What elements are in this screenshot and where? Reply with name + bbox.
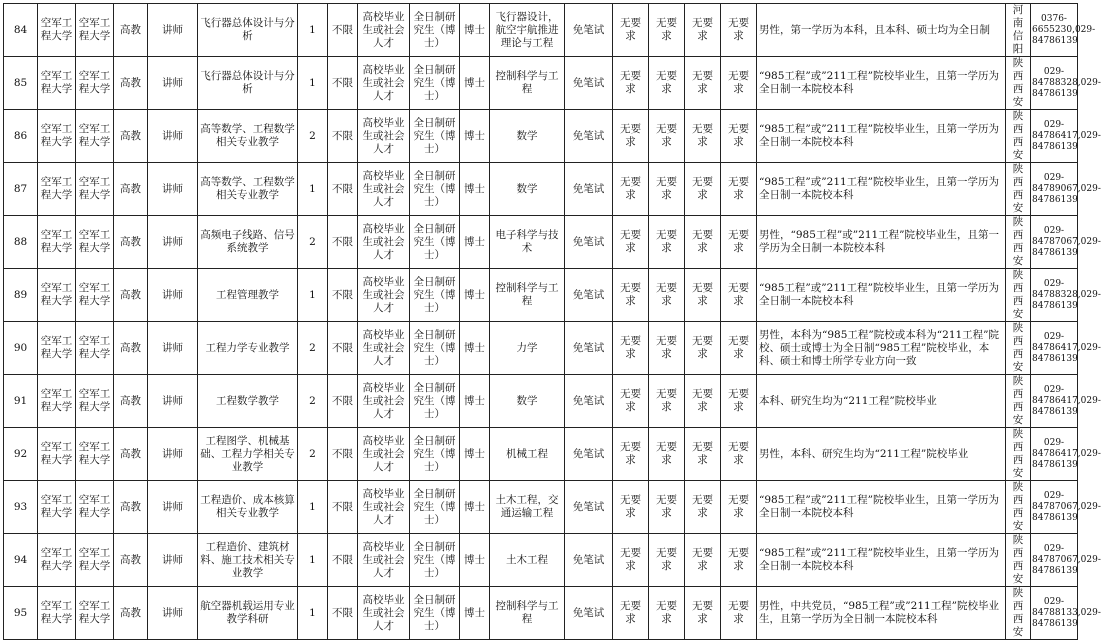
table-row [4,4,1078,57]
location-cell: 陕西西安 [1006,481,1031,534]
gender-limit-cell: 不限 [328,216,358,269]
hire-count-cell: 2 [298,375,328,428]
department-name-cell: 空军工程大学 [76,110,114,163]
location-cell: 河南信阳 [1006,4,1031,57]
post-title-cell: 讲师 [148,534,198,587]
location-cell: 陕西西安 [1006,322,1031,375]
exam-mode-cell: 免笔试 [565,216,613,269]
table-row [4,428,1078,481]
requirement-4-cell: 无要求 [721,163,757,216]
discipline-cell: 电子科学与技术 [490,216,565,269]
employer-name-cell: 空军工程大学 [38,4,76,57]
post-title-cell: 讲师 [148,428,198,481]
requirement-4-cell: 无要求 [721,587,757,640]
contact-phone-cell: 029-84788328,029-84786139 [1031,57,1078,110]
degree-req-cell: 博士 [460,587,490,640]
candidate-source-cell: 高校毕业生或社会人才 [358,57,410,110]
department-name-cell: 空军工程大学 [76,534,114,587]
department-name-cell: 空军工程大学 [76,4,114,57]
location-cell: 陕西西安 [1006,428,1031,481]
contact-phone-cell: 029-84789067,029-84786139 [1031,163,1078,216]
table-row [4,322,1078,375]
department-name-cell: 空军工程大学 [76,428,114,481]
requirement-3-cell: 无要求 [685,481,721,534]
study-mode-cell: 全日制研究生（博士） [410,428,460,481]
contact-phone-cell: 029-84786417,029-84786139 [1031,322,1078,375]
teaching-area-cell: 工程管理教学 [198,269,298,322]
employer-name-cell: 空军工程大学 [38,216,76,269]
post-category-cell: 高教 [114,428,148,481]
row-number-cell: 90 [4,322,38,375]
post-title-cell: 讲师 [148,163,198,216]
degree-req-cell: 博士 [460,110,490,163]
teaching-area-cell: 航空器机载运用专业教学科研 [198,587,298,640]
gender-limit-cell: 不限 [328,57,358,110]
requirement-3-cell: 无要求 [685,4,721,57]
gender-limit-cell: 不限 [328,269,358,322]
post-category-cell: 高教 [114,269,148,322]
hire-count-cell: 2 [298,428,328,481]
exam-mode-cell: 免笔试 [565,322,613,375]
exam-mode-cell: 免笔试 [565,587,613,640]
contact-phone-cell: 029-84788133,029-84786139 [1031,587,1078,640]
teaching-area-cell: 高等数学、工程数学相关专业教学 [198,163,298,216]
department-name-cell: 空军工程大学 [76,269,114,322]
employer-name-cell: 空军工程大学 [38,269,76,322]
hire-count-cell: 1 [298,163,328,216]
requirement-4-cell: 无要求 [721,269,757,322]
row-number-cell: 88 [4,216,38,269]
study-mode-cell: 全日制研究生（博士） [410,216,460,269]
location-cell: 陕西西安 [1006,216,1031,269]
discipline-cell: 飞行器设计，航空宇航推进理论与工程 [490,4,565,57]
hire-count-cell: 1 [298,534,328,587]
discipline-cell: 土木工程，交通运输工程 [490,481,565,534]
hire-count-cell: 1 [298,4,328,57]
exam-mode-cell: 免笔试 [565,375,613,428]
table-row [4,587,1078,640]
other-conditions-cell: 男性，第一学历为本科，且本科、硕士均为全日制 [757,4,1006,57]
post-title-cell: 讲师 [148,481,198,534]
requirement-3-cell: 无要求 [685,428,721,481]
requirement-2-cell: 无要求 [649,163,685,216]
discipline-cell: 数学 [490,163,565,216]
exam-mode-cell: 免笔试 [565,481,613,534]
study-mode-cell: 全日制研究生（博士） [410,163,460,216]
requirement-1-cell: 无要求 [613,269,649,322]
table-row [4,534,1078,587]
requirement-2-cell: 无要求 [649,534,685,587]
post-category-cell: 高教 [114,216,148,269]
study-mode-cell: 全日制研究生（博士） [410,481,460,534]
other-conditions-cell: “985工程”或”211工程”院校毕业生，且第一学历为全日制一本院校本科 [757,57,1006,110]
study-mode-cell: 全日制研究生（博士） [410,269,460,322]
requirement-4-cell: 无要求 [721,4,757,57]
post-category-cell: 高教 [114,534,148,587]
recruitment-table [3,3,1101,640]
teaching-area-cell: 高频电子线路、信号系统教学 [198,216,298,269]
degree-req-cell: 博士 [460,163,490,216]
row-number-cell: 92 [4,428,38,481]
study-mode-cell: 全日制研究生（博士） [410,375,460,428]
employer-name-cell: 空军工程大学 [38,57,76,110]
row-number-cell: 89 [4,269,38,322]
study-mode-cell: 全日制研究生（博士） [410,587,460,640]
post-title-cell: 讲师 [148,4,198,57]
contact-phone-cell: 029-84787067,029-84786139 [1031,216,1078,269]
table-row [4,375,1078,428]
requirement-3-cell: 无要求 [685,110,721,163]
requirement-1-cell: 无要求 [613,534,649,587]
gender-limit-cell: 不限 [328,587,358,640]
candidate-source-cell: 高校毕业生或社会人才 [358,534,410,587]
discipline-cell: 控制科学与工程 [490,57,565,110]
requirement-4-cell: 无要求 [721,375,757,428]
post-title-cell: 讲师 [148,57,198,110]
other-conditions-cell: “985工程”或”211工程”院校毕业生，且第一学历为全日制一本院校本科 [757,269,1006,322]
post-category-cell: 高教 [114,57,148,110]
other-conditions-cell: “985工程”或”211工程”院校毕业生，且第一学历为全日制一本院校本科 [757,534,1006,587]
requirement-2-cell: 无要求 [649,375,685,428]
department-name-cell: 空军工程大学 [76,57,114,110]
department-name-cell: 空军工程大学 [76,163,114,216]
row-number-cell: 91 [4,375,38,428]
discipline-cell: 土木工程 [490,534,565,587]
other-conditions-cell: 男性，本科、研究生均为“211工程”院校毕业 [757,428,1006,481]
employer-name-cell: 空军工程大学 [38,534,76,587]
row-number-cell: 87 [4,163,38,216]
location-cell: 陕西西安 [1006,57,1031,110]
hire-count-cell: 1 [298,269,328,322]
requirement-3-cell: 无要求 [685,163,721,216]
degree-req-cell: 博士 [460,4,490,57]
candidate-source-cell: 高校毕业生或社会人才 [358,4,410,57]
other-conditions-cell: “985工程”或”211工程”院校毕业生，且第一学历为全日制一本院校本科 [757,481,1006,534]
post-title-cell: 讲师 [148,375,198,428]
location-cell: 陕西西安 [1006,534,1031,587]
location-cell: 陕西西安 [1006,163,1031,216]
exam-mode-cell: 免笔试 [565,57,613,110]
requirement-3-cell: 无要求 [685,375,721,428]
study-mode-cell: 全日制研究生（博士） [410,322,460,375]
hire-count-cell: 1 [298,481,328,534]
requirement-1-cell: 无要求 [613,110,649,163]
requirement-2-cell: 无要求 [649,481,685,534]
requirement-4-cell: 无要求 [721,534,757,587]
hire-count-cell: 2 [298,322,328,375]
requirement-1-cell: 无要求 [613,57,649,110]
exam-mode-cell: 免笔试 [565,534,613,587]
hire-count-cell: 1 [298,587,328,640]
discipline-cell: 数学 [490,110,565,163]
teaching-area-cell: 飞行器总体设计与分析 [198,57,298,110]
gender-limit-cell: 不限 [328,163,358,216]
teaching-area-cell: 工程力学专业教学 [198,322,298,375]
gender-limit-cell: 不限 [328,4,358,57]
degree-req-cell: 博士 [460,216,490,269]
study-mode-cell: 全日制研究生（博士） [410,57,460,110]
teaching-area-cell: 飞行器总体设计与分析 [198,4,298,57]
discipline-cell: 控制科学与工程 [490,269,565,322]
table-row [4,216,1078,269]
post-title-cell: 讲师 [148,322,198,375]
table-row [4,269,1078,322]
candidate-source-cell: 高校毕业生或社会人才 [358,163,410,216]
other-conditions-cell: 本科、研究生均为“211工程”院校毕业 [757,375,1006,428]
department-name-cell: 空军工程大学 [76,587,114,640]
exam-mode-cell: 免笔试 [565,269,613,322]
post-category-cell: 高教 [114,375,148,428]
exam-mode-cell: 免笔试 [565,4,613,57]
candidate-source-cell: 高校毕业生或社会人才 [358,481,410,534]
candidate-source-cell: 高校毕业生或社会人才 [358,375,410,428]
requirement-1-cell: 无要求 [613,322,649,375]
post-category-cell: 高教 [114,110,148,163]
degree-req-cell: 博士 [460,428,490,481]
requirement-3-cell: 无要求 [685,269,721,322]
candidate-source-cell: 高校毕业生或社会人才 [358,322,410,375]
post-title-cell: 讲师 [148,269,198,322]
degree-req-cell: 博士 [460,481,490,534]
row-number-cell: 94 [4,534,38,587]
discipline-cell: 控制科学与工程 [490,587,565,640]
teaching-area-cell: 工程数学教学 [198,375,298,428]
post-title-cell: 讲师 [148,110,198,163]
study-mode-cell: 全日制研究生（博士） [410,4,460,57]
discipline-cell: 数学 [490,375,565,428]
location-cell: 陕西西安 [1006,269,1031,322]
gender-limit-cell: 不限 [328,428,358,481]
row-number-cell: 95 [4,587,38,640]
location-cell: 陕西西安 [1006,110,1031,163]
department-name-cell: 空军工程大学 [76,216,114,269]
department-name-cell: 空军工程大学 [76,375,114,428]
other-conditions-cell: 男性，中共党员，“985工程”或”211工程”院校毕业生，且第一学历为全日制一本院校本科 [757,587,1006,640]
degree-req-cell: 博士 [460,269,490,322]
exam-mode-cell: 免笔试 [565,110,613,163]
degree-req-cell: 博士 [460,322,490,375]
requirement-1-cell: 无要求 [613,4,649,57]
table-row [4,110,1078,163]
other-conditions-cell: 男性，“985工程”或”211工程”院校毕业生，且第一学历为全日制一本院校本科 [757,216,1006,269]
other-conditions-cell: “985工程”或”211工程”院校毕业生，且第一学历为全日制一本院校本科 [757,110,1006,163]
requirement-3-cell: 无要求 [685,57,721,110]
other-conditions-cell: 男性，本科为“985工程”院校或本科为“211工程”院校、硕士或博士为全日制“985工程”院校毕业，本科、硕士和博士所学专业方向一致 [757,322,1006,375]
employer-name-cell: 空军工程大学 [38,587,76,640]
discipline-cell: 机械工程 [490,428,565,481]
requirement-2-cell: 无要求 [649,4,685,57]
employer-name-cell: 空军工程大学 [38,110,76,163]
teaching-area-cell: 工程图学、机械基础、工程力学相关专业教学 [198,428,298,481]
other-conditions-cell: “985工程”或”211工程”院校毕业生，且第一学历为全日制一本院校本科 [757,163,1006,216]
requirement-4-cell: 无要求 [721,322,757,375]
exam-mode-cell: 免笔试 [565,428,613,481]
requirement-3-cell: 无要求 [685,534,721,587]
requirement-2-cell: 无要求 [649,322,685,375]
post-category-cell: 高教 [114,481,148,534]
row-number-cell: 84 [4,4,38,57]
employer-name-cell: 空军工程大学 [38,322,76,375]
requirement-2-cell: 无要求 [649,269,685,322]
employer-name-cell: 空军工程大学 [38,163,76,216]
candidate-source-cell: 高校毕业生或社会人才 [358,587,410,640]
requirement-4-cell: 无要求 [721,57,757,110]
gender-limit-cell: 不限 [328,481,358,534]
exam-mode-cell: 免笔试 [565,163,613,216]
teaching-area-cell: 工程造价、成本核算相关专业教学 [198,481,298,534]
candidate-source-cell: 高校毕业生或社会人才 [358,216,410,269]
table-row [4,57,1078,110]
requirement-1-cell: 无要求 [613,587,649,640]
teaching-area-cell: 工程造价、建筑材料、施工技术相关专业教学 [198,534,298,587]
requirement-3-cell: 无要求 [685,587,721,640]
post-title-cell: 讲师 [148,587,198,640]
study-mode-cell: 全日制研究生（博士） [410,110,460,163]
employer-name-cell: 空军工程大学 [38,375,76,428]
candidate-source-cell: 高校毕业生或社会人才 [358,428,410,481]
requirement-1-cell: 无要求 [613,216,649,269]
requirement-4-cell: 无要求 [721,110,757,163]
candidate-source-cell: 高校毕业生或社会人才 [358,110,410,163]
gender-limit-cell: 不限 [328,375,358,428]
post-category-cell: 高教 [114,587,148,640]
contact-phone-cell: 029-84787067,029-84786139 [1031,481,1078,534]
study-mode-cell: 全日制研究生（博士） [410,534,460,587]
contact-phone-cell: 029-84786417,029-84786139 [1031,375,1078,428]
post-category-cell: 高教 [114,322,148,375]
post-title-cell: 讲师 [148,216,198,269]
degree-req-cell: 博士 [460,57,490,110]
contact-phone-cell: 029-84786417,029-84786139 [1031,110,1078,163]
requirement-1-cell: 无要求 [613,163,649,216]
hire-count-cell: 2 [298,110,328,163]
requirement-2-cell: 无要求 [649,110,685,163]
requirement-4-cell: 无要求 [721,481,757,534]
department-name-cell: 空军工程大学 [76,481,114,534]
requirement-2-cell: 无要求 [649,216,685,269]
candidate-source-cell: 高校毕业生或社会人才 [358,269,410,322]
row-number-cell: 85 [4,57,38,110]
discipline-cell: 力学 [490,322,565,375]
requirement-4-cell: 无要求 [721,428,757,481]
gender-limit-cell: 不限 [328,322,358,375]
table-row [4,163,1078,216]
requirement-1-cell: 无要求 [613,375,649,428]
requirement-1-cell: 无要求 [613,481,649,534]
degree-req-cell: 博士 [460,375,490,428]
table-body [4,4,1101,640]
contact-phone-cell: 029-84787067,029-84786139 [1031,534,1078,587]
contact-phone-cell: 029-84788328,029-84786139 [1031,269,1078,322]
requirement-2-cell: 无要求 [649,57,685,110]
hire-count-cell: 2 [298,216,328,269]
contact-phone-cell: 0376-6655230,029-84786139 [1031,4,1078,57]
row-number-cell: 86 [4,110,38,163]
post-category-cell: 高教 [114,4,148,57]
hire-count-cell: 1 [298,57,328,110]
table-row [4,481,1078,534]
degree-req-cell: 博士 [460,534,490,587]
requirement-1-cell: 无要求 [613,428,649,481]
post-category-cell: 高教 [114,163,148,216]
employer-name-cell: 空军工程大学 [38,428,76,481]
location-cell: 陕西西安 [1006,587,1031,640]
requirement-3-cell: 无要求 [685,322,721,375]
department-name-cell: 空军工程大学 [76,322,114,375]
requirement-2-cell: 无要求 [649,587,685,640]
gender-limit-cell: 不限 [328,110,358,163]
contact-phone-cell: 029-84786417,029-84786139 [1031,428,1078,481]
requirement-4-cell: 无要求 [721,216,757,269]
location-cell: 陕西西安 [1006,375,1031,428]
row-number-cell: 93 [4,481,38,534]
gender-limit-cell: 不限 [328,534,358,587]
teaching-area-cell: 高等数学、工程数学相关专业教学 [198,110,298,163]
requirement-2-cell: 无要求 [649,428,685,481]
requirement-3-cell: 无要求 [685,216,721,269]
employer-name-cell: 空军工程大学 [38,481,76,534]
